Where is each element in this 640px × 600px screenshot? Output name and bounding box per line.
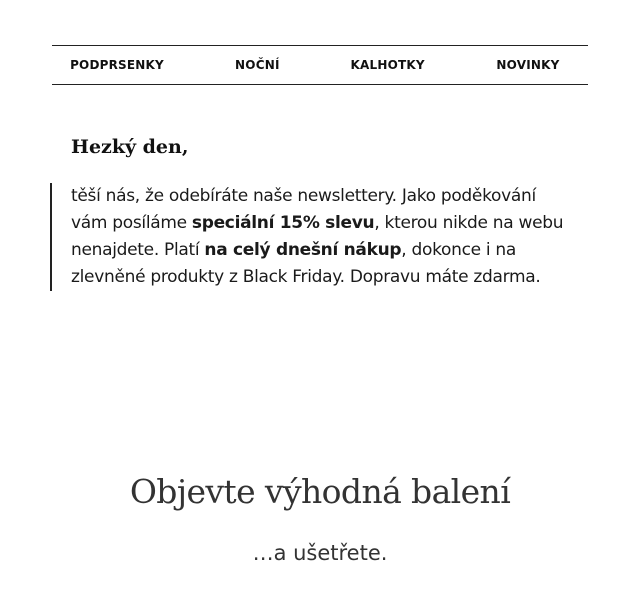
nav-item-nocni[interactable]: NOČNÍ [235,58,280,72]
greeting-heading: Hezký den, [71,136,189,158]
discount-highlight: speciální 15% slevu [191,213,375,233]
message-text-3: , dokonce i na zlevněné produkty z Black Friday. Dopravu máte zdarma. [71,240,541,287]
nav-item-kalhotky[interactable]: KALHOTKY [350,58,425,72]
promo-subtitle: …a ušetřete. [252,541,388,565]
message-text-1: těší nás, že odebíráte naše newslettery. Jako poděkování vám posíláme [71,186,536,233]
validity-highlight: na celý dnešní nákup [204,240,402,260]
promo-title: Objevte výhodná balení [129,472,511,511]
top-navigation [52,45,588,85]
nav-item-novinky[interactable]: NOVINKY [496,58,560,72]
nav-item-podprsenky[interactable]: PODPRSENKY [70,58,164,72]
message-quote [50,183,570,291]
message-text-2: , kterou nikde na webu nenajdete. Platí [71,213,564,260]
